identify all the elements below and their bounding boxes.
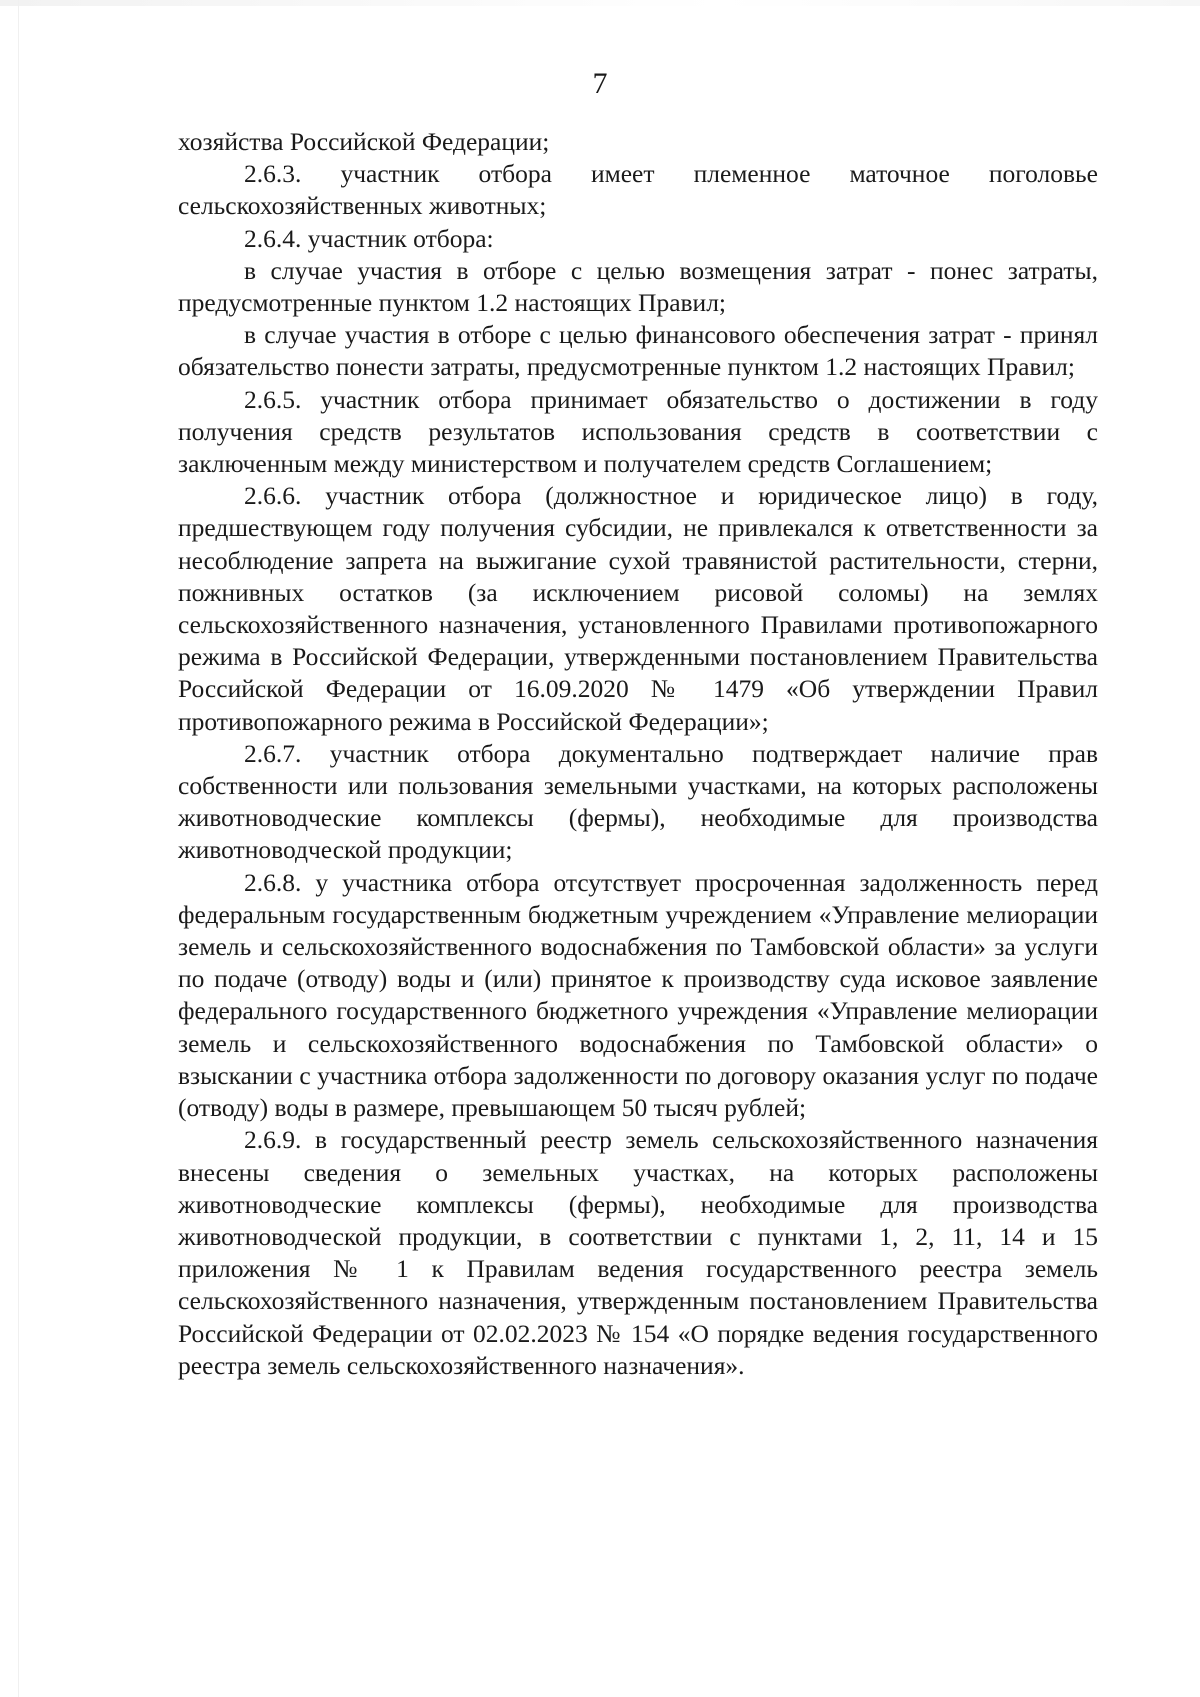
paragraph-2-6-8: 2.6.8. у участника отбора отсутствует просроченная задолженность перед федеральным государственным бюджетным учреждением «Управление мелиорации земель и сельскохозяйственного водоснабжения по Тамбовской области» за услуги по подаче (отводу) воды и (или) принятое к производству суда исковое заявление федерального государственного бюджетного учреждения «Управление мелиорации земель и сельскохозяйственного водоснабжения по Тамбовской области» о взыскании с участника отбора задолженности по договору оказания услуг по подаче (отводу) воды в размере, превышающем 50 тысяч рублей; <box>178 867 1098 1123</box>
paragraph-continuation: хозяйства Российской Федерации; <box>178 127 550 156</box>
paragraph-2-6-4-financing: в случае участия в отборе с целью финансового обеспечения затрат - принял обязательство понести затраты, предусмотренные пунктом 1.2 настоящих Правил; <box>178 320 1098 382</box>
scan-top-edge <box>0 0 1200 6</box>
paragraph-2-6-3: 2.6.3. участник отбора имеет племенное маточное поголовье сельскохозяйственных животных; <box>178 159 1098 221</box>
paragraph-2-6-4-reimbursement: в случае участия в отборе с целью возмещения затрат - понес затраты, предусмотренные пунктом 1.2 настоящих Правил; <box>178 255 1098 318</box>
paragraph-2-6-4: 2.6.4. участник отбора: <box>244 223 494 253</box>
document-body <box>178 126 1098 1382</box>
scan-left-edge <box>18 0 19 1697</box>
paragraph-2-6-7: 2.6.7. участник отбора документально подтверждает наличие прав собственности или пользования земельными участками, на которых расположены животноводческие комплексы (фермы), необходимые для производства животноводческой продукции; <box>178 738 1098 865</box>
paragraph-2-6-9: 2.6.9. в государственный реестр земель сельскохозяйственного назначения внесены сведения о земельных участках, на которых расположены животноводческие комплексы (фермы), необходимые для производства животноводческой продукции, в соответствии с пунктами 1, 2, 11, 14 и 15 приложения № 1 к Правилам ведения государственного реестра земель сельскохозяйственного назначения, утвержденным постановлением Правительства Российской Федерации от 02.02.2023 № 154 «О порядке ведения государственного реестра земель сельскохозяйственного назначения». <box>178 1125 1098 1380</box>
page-number: 7 <box>592 67 608 100</box>
paragraph-2-6-6: 2.6.6. участник отбора (должностное и юридическое лицо) в году, предшествующем году получения субсидии, не привлекался к ответственности за несоблюдение запрета на выжигание сухой травянистой растительности, стерни, пожнивных остатков (за исключением рисовой соломы) на землях сельскохозяйственного назначения, установленного Правилами противопожарного режима в Российской Федерации, утвержденными постановлением Правительства Российской Федерации от 16.09.2020 № 1479 «Об утверждении Правил противопожарного режима в Российской Федерации»; <box>178 481 1098 736</box>
paragraph-2-6-5: 2.6.5. участник отбора принимает обязательство о достижении в году получения средств результатов использования средств в соответствии с заключенным между министерством и получателем средств Соглашением; <box>178 384 1098 479</box>
